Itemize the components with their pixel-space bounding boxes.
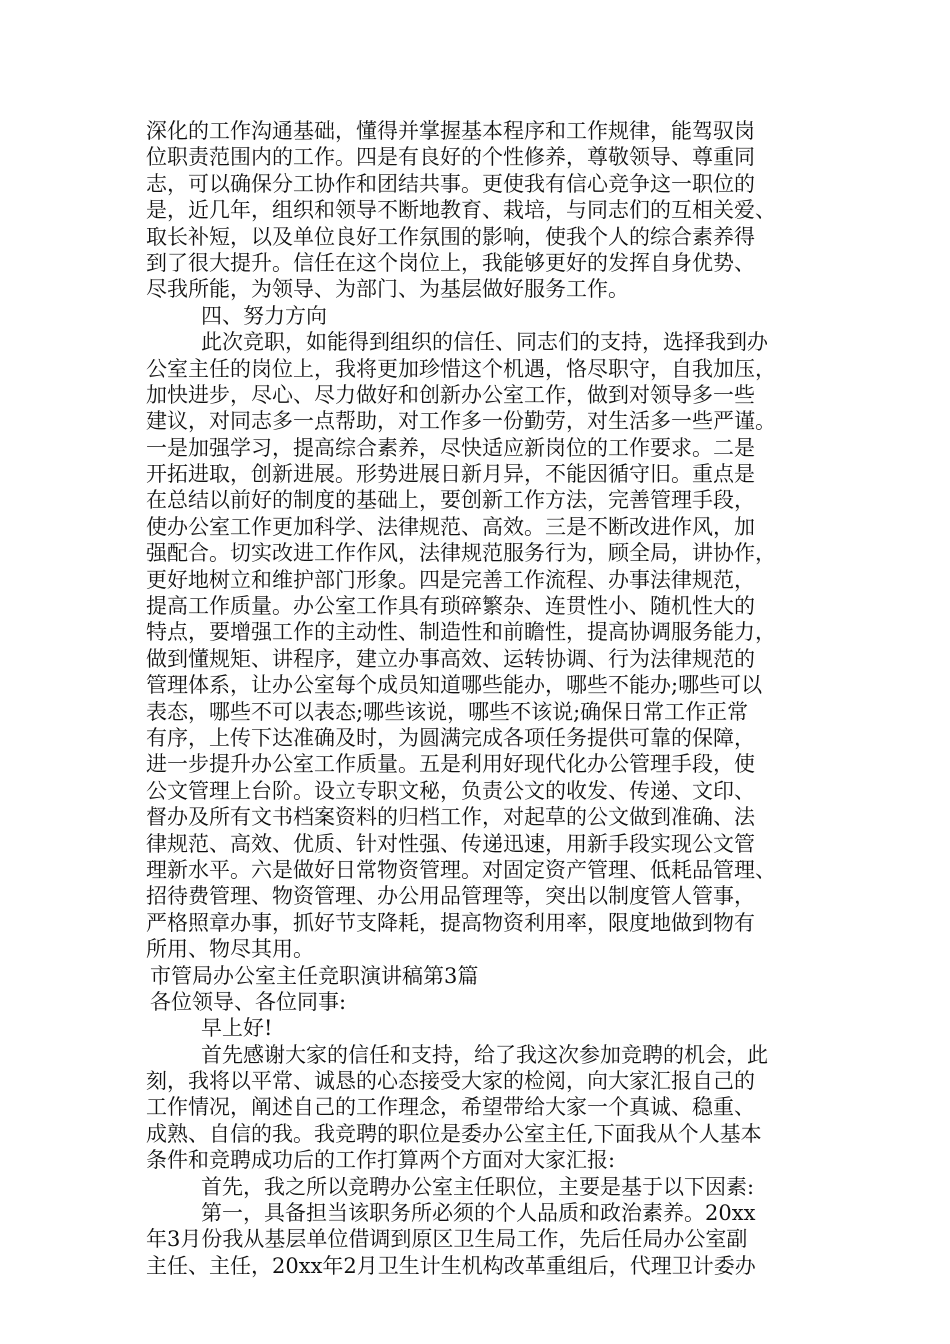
- text-line: 刻，我将以平常、诚恳的心态接受大家的检阅，向大家汇报自己的: [146, 1069, 755, 1094]
- text-line: 提高工作质量。办公室工作具有琐碎繁杂、连贯性小、随机性大的: [146, 594, 755, 619]
- text-line: 进一步提升办公室工作质量。五是利用好现代化办公管理手段，使: [146, 752, 755, 777]
- text-line: 条件和竞聘成功后的工作打算两个方面对大家汇报:: [146, 1148, 616, 1173]
- text-line: 在总结以前好的制度的基础上，要创新工作方法，完善管理手段，: [146, 488, 755, 513]
- article-title: 市管局办公室主任竞职演讲稿第3篇: [150, 963, 479, 988]
- paragraph-start: 第一，具备担当该职务所必须的个人品质和政治素养。20xx: [201, 1201, 756, 1226]
- text-line: 表态，哪些不可以表态;哪些该说，哪些不该说;确保日常工作正常: [146, 699, 749, 724]
- text-line: 理新水平。六是做好日常物资管理。对固定资产管理、低耗品管理、: [146, 857, 776, 882]
- text-line: 取长补短，以及单位良好工作氛围的影响，使我个人的综合素养得: [146, 224, 755, 249]
- paragraph-start: 此次竞职，如能得到组织的信任、同志们的支持，选择我到办: [201, 330, 768, 355]
- text-line: 加快进步，尽心、尽力做好和创新办公室工作，做到对领导多一些: [146, 382, 755, 407]
- text-line: 所用、物尽其用。: [146, 937, 314, 962]
- text-line: 深化的工作沟通基础，懂得并掌握基本程序和工作规律，能驾驭岗: [146, 119, 755, 143]
- text-line: 有序，上传下达准确及时，为圆满完成各项任务提供可靠的保障，: [146, 725, 755, 750]
- text-line: 公室主任的岗位上，我将更加珍惜这个机遇，恪尽职守，自我加压，: [146, 356, 776, 381]
- text-line: 一是加强学习，提高综合素养，尽快适应新岗位的工作要求。二是: [146, 435, 755, 460]
- paragraph-start: 首先感谢大家的信任和支持，给了我这次参加竞聘的机会，此: [201, 1042, 768, 1067]
- text-line: 工作情况，阐述自己的工作理念，希望带给大家一个真诚、稳重、: [146, 1095, 755, 1120]
- document-body: [146, 118, 818, 1279]
- text-line: 公文管理上台阶。设立专职文秘，负责公文的收发、传递、文印、: [146, 778, 755, 803]
- text-line: 使办公室工作更加科学、法律规范、高效。三是不断改进作风，加: [146, 514, 755, 539]
- text-line: 年3月份我从基层单位借调到原区卫生局工作，先后任局办公室副: [146, 1227, 748, 1252]
- greeting: 早上好!: [201, 1016, 273, 1041]
- text-line: 律规范、高效、优质、针对性强、传递迅速，用新手段实现公文管: [146, 831, 755, 856]
- text-line: 特点，要增强工作的主动性、制造性和前瞻性，提高协调服务能力，: [146, 620, 776, 645]
- text-line: 志，可以确保分工协作和团结共事。更使我有信心竞争这一职位的: [146, 171, 755, 196]
- section-heading: 四、努力方向: [201, 303, 327, 328]
- text-line: 做到懂规矩、讲程序，建立办事高效、运转协调、行为法律规范的: [146, 646, 755, 671]
- text-line: 开拓进取，创新进展。形势进展日新月异，不能因循守旧。重点是: [146, 462, 755, 487]
- salutation: 各位领导、各位同事:: [150, 989, 347, 1014]
- text-line: 强配合。切实改进工作作风，法律规范服务行为，顾全局，讲协作，: [146, 541, 776, 566]
- text-line: 管理体系，让办公室每个成员知道哪些能办，哪些不能办;哪些可以: [146, 673, 763, 698]
- text-line: 招待费管理、物资管理、办公用品管理等，突出以制度管人管事，: [146, 884, 755, 909]
- text-line: 位职责范围内的工作。四是有良好的个性修养，尊敬领导、尊重同: [146, 145, 755, 170]
- text-line: 督办及所有文书档案资料的归档工作，对起草的公文做到准确、法: [146, 805, 755, 830]
- text-line: 主任、主任，20xx年2月卫生计生机构改革重组后，代理卫计委办: [146, 1253, 756, 1278]
- paragraph-start: 首先，我之所以竞聘办公室主任职位，主要是基于以下因素:: [201, 1174, 755, 1199]
- text-line: 尽我所能，为领导、为部门、为基层做好服务工作。: [146, 277, 629, 302]
- text-line: 成熟、自信的我。我竞聘的职位是委办公室主任,下面我从个人基本: [146, 1121, 762, 1146]
- text-line: 到了很大提升。信任在这个岗位上，我能够更好的发挥自身优势、: [146, 250, 755, 275]
- text-line: 严格照章办事，抓好节支降耗，提高物资利用率，限度地做到物有: [146, 910, 755, 935]
- text-line: 是，近几年，组织和领导不断地教育、栽培，与同志们的互相关爱、: [146, 198, 776, 223]
- text-line: 更好地树立和维护部门形象。四是完善工作流程、办事法律规范，: [146, 567, 755, 592]
- text-line: 建议，对同志多一点帮助，对工作多一份勤劳，对生活多一些严谨。: [146, 409, 776, 434]
